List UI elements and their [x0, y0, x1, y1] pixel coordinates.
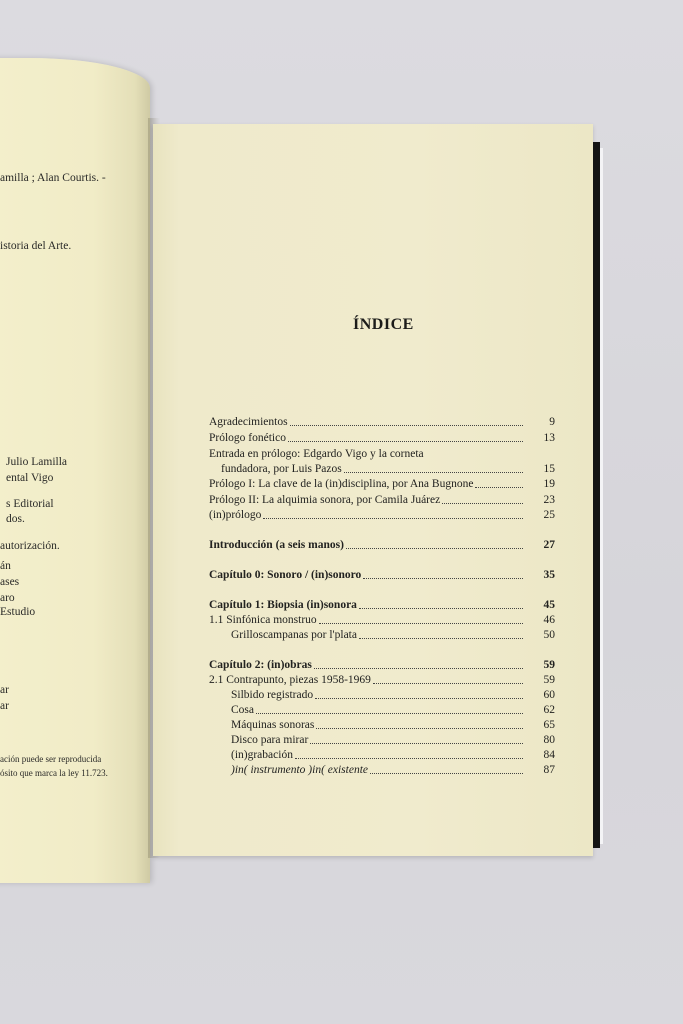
- toc-entry-text: Silbido registrado: [231, 689, 314, 701]
- toc-entry: [209, 627, 555, 642]
- toc-entry-page: 59: [543, 659, 555, 671]
- toc-leader: [370, 770, 523, 774]
- toc-leader: [314, 665, 523, 669]
- toc-entry-text: Capítulo 0: Sonoro / (in)sonoro: [209, 569, 362, 581]
- left-page-line: istoria del Arte.: [0, 240, 72, 252]
- toc-entry-page: 84: [543, 749, 555, 761]
- toc-entry-page: 60: [543, 689, 555, 701]
- toc-entry: [209, 507, 555, 522]
- left-page-line: autorización.: [0, 540, 60, 552]
- toc-entry-text: Agradecimientos: [209, 416, 288, 428]
- toc-entry-text: Prólogo fonético: [209, 432, 286, 444]
- toc-entry-text: fundadora, por Luis Pazos: [221, 463, 342, 475]
- toc-entry: [209, 446, 555, 461]
- toc-entry-text: Capítulo 2: (in)obras: [209, 659, 312, 671]
- toc-entry: [209, 717, 555, 732]
- left-page-line: án: [0, 560, 11, 572]
- toc-entry-text: Capítulo 1: Biopsia (in)sonora: [209, 599, 357, 611]
- left-page-line: aro: [0, 592, 15, 604]
- toc-entry-page: 50: [543, 629, 555, 641]
- toc-entry-page: 45: [543, 599, 555, 611]
- book-cover-edge: [593, 142, 600, 848]
- toc-entry-page: 13: [543, 432, 555, 444]
- toc-entry-page: 87: [543, 764, 555, 776]
- left-page-line: ar: [0, 684, 9, 696]
- toc-entry-text: Disco para mirar: [231, 734, 309, 746]
- toc-leader: [315, 695, 523, 699]
- toc-entry: [209, 430, 555, 445]
- toc-entry-page: 59: [543, 674, 555, 686]
- left-page-line: ases: [0, 576, 20, 588]
- toc-entry: [209, 461, 555, 476]
- toc-entry-page: 35: [543, 569, 555, 581]
- toc-entry: [209, 672, 555, 687]
- left-page-line: Julio Lamilla: [6, 456, 68, 468]
- toc-entry-text: Prólogo II: La alquimia sonora, por Camila Juárez: [209, 494, 441, 506]
- toc-leader: [475, 484, 523, 488]
- toc-entry: [209, 597, 555, 612]
- toc-entry-page: 62: [543, 704, 555, 716]
- toc-entry-page: 15: [543, 463, 555, 475]
- toc-leader: [373, 680, 523, 684]
- left-page-line: Estudio: [0, 606, 36, 618]
- toc-leader: [442, 500, 523, 504]
- toc-entry: [209, 492, 555, 507]
- toc-entry-text: Entrada en prólogo: Edgardo Vigo y la corneta: [209, 448, 424, 460]
- toc-leader: [344, 469, 523, 473]
- toc-leader: [359, 605, 523, 609]
- left-page-line: ental Vigo: [6, 472, 54, 484]
- toc-entry: [209, 414, 555, 429]
- toc-entry: [209, 702, 555, 717]
- toc-leader: [263, 515, 523, 519]
- toc-entry-page: 23: [543, 494, 555, 506]
- left-page-line: ar: [0, 700, 9, 712]
- toc-entry-text: Cosa: [231, 704, 254, 716]
- toc-leader: [363, 575, 523, 579]
- left-page-line: ación puede ser reproducida: [0, 754, 102, 764]
- toc-entry-text: Introducción (a seis manos): [209, 539, 344, 551]
- toc-entry: [209, 612, 555, 627]
- toc-entry: [209, 762, 555, 777]
- left-page-line: s Editorial: [6, 498, 54, 510]
- toc-entry-page: 27: [543, 539, 555, 551]
- toc-entry-text: )in( instrumento )in( existente: [231, 764, 369, 776]
- toc-entry: [209, 537, 555, 552]
- toc-leader: [288, 438, 523, 442]
- toc-entry-text: Máquinas sonoras: [231, 719, 315, 731]
- toc-entry-page: 9: [549, 416, 555, 428]
- toc-leader: [310, 740, 523, 744]
- toc-entry: [209, 567, 555, 582]
- toc-entry-page: 25: [543, 509, 555, 521]
- toc-entry: [209, 747, 555, 762]
- toc-entry-text: Prólogo I: La clave de la (in)disciplina, por Ana Bugnone: [209, 478, 474, 490]
- toc-leader: [319, 620, 523, 624]
- toc-entry-page: 65: [543, 719, 555, 731]
- toc-entry-text: (in)prólogo: [209, 509, 262, 521]
- toc-entry-text: 1.1 Sinfónica monstruo: [209, 614, 317, 626]
- toc-leader: [426, 455, 523, 458]
- toc-entry-page: 46: [543, 614, 555, 626]
- page-title: ÍNDICE: [353, 316, 414, 333]
- toc-entry-text: Grilloscampanas por l'plata: [231, 629, 357, 641]
- toc-leader: [359, 635, 523, 639]
- toc-entry-page: 19: [543, 478, 555, 490]
- toc-entry: [209, 687, 555, 702]
- book-page-edge: [600, 148, 603, 844]
- toc-leader: [290, 422, 523, 426]
- toc-entry: [209, 476, 555, 491]
- toc-entry-page: 80: [543, 734, 555, 746]
- toc-entry: [209, 732, 555, 747]
- left-page-line: ósito que marca la ley 11.723.: [0, 768, 108, 778]
- toc-entry-text: 2.1 Contrapunto, piezas 1958-1969: [209, 674, 371, 686]
- toc-entry: [209, 657, 555, 672]
- toc-leader: [316, 725, 523, 729]
- toc-entry-text: (in)grabación: [231, 749, 293, 761]
- left-page-line: amilla ; Alan Courtis. -: [0, 172, 106, 184]
- left-page-line: dos.: [6, 513, 25, 525]
- toc-leader: [295, 755, 523, 759]
- toc-leader: [346, 545, 523, 549]
- toc-leader: [256, 710, 523, 714]
